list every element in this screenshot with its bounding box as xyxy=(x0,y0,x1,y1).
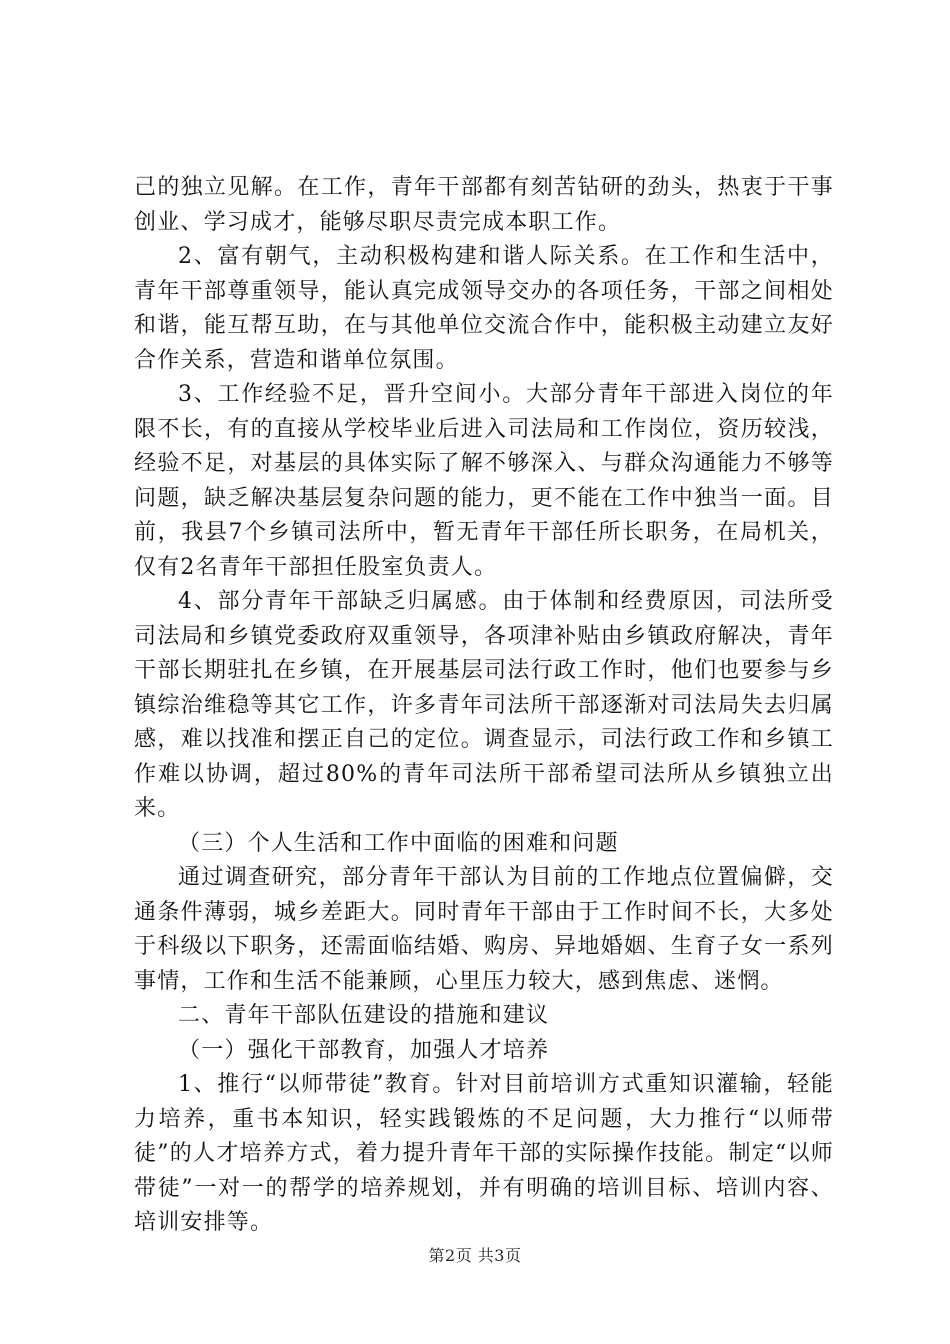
paragraph-mentorship: 1、推行“以师带徒”教育。针对目前培训方式重知识灌输，轻能力培养，重书本知识，轻实践锻炼的不足问题，大力推行“以师带徒”的人才培养方式，着力提升青年干部的实际操作技能。制定“以师带徒”一对一的帮学的培养规划，并有明确的培训目标、培训内容、培训安排等。 xyxy=(134,1072,834,1235)
page-number-footer: 第2页 共3页 xyxy=(428,1246,522,1265)
subsection-heading-1: （一）强化干部教育，加强人才培养 xyxy=(178,1037,550,1063)
paragraph-item-3: 3、工作经验不足，晋升空间小。大部分青年干部进入岗位的年限不长，有的直接从学校毕业后进入司法局和工作岗位，资历较浅，经验不足，对基层的具体实际了解不够深入、与群众沟通能力不够等问题，缺乏解决基层复杂问题的能力，更不能在工作中独当一面。目前，我县7个乡镇司法所中，暂无青年干部任所长职务，在局机关，仅有2名青年干部担任股室负责人。 xyxy=(134,382,834,580)
paragraph-difficulties: 通过调查研究，部分青年干部认为目前的工作地点位置偏僻，交通条件薄弱，城乡差距大。同时青年干部由于工作时间不长，大多处于科级以下职务，还需面临结婚、购房、异地婚姻、生育子女一系列事情，工作和生活不能兼顾，心里压力较大，感到焦虑、迷惘。 xyxy=(134,865,834,994)
paragraph-item-2: 2、富有朝气，主动积极构建和谐人际关系。在工作和生活中，青年干部尊重领导，能认真完成领导交办的各项任务，干部之间相处和谐，能互帮互助，在与其他单位交流合作中，能积极主动建立友好合作关系，营造和谐单位氛围。 xyxy=(134,244,834,373)
document-body xyxy=(134,171,834,1241)
paragraph-continuation: 己的独立见解。在工作，青年干部都有刻苦钻研的劲头，热衷于干事创业、学习成才，能够尽职尽责完成本职工作。 xyxy=(134,175,834,235)
section-heading-3: （三）个人生活和工作中面临的困难和问题 xyxy=(178,830,619,856)
paragraph-item-4: 4、部分青年干部缺乏归属感。由于体制和经费原因，司法所受司法局和乡镇党委政府双重领导，各项津补贴由乡镇政府解决，青年干部长期驻扎在乡镇，在开展基层司法行政工作时，他们也要参与乡镇综治维稳等其它工作，许多青年司法所干部逐渐对司法局失去归属感，难以找准和摆正自己的定位。调查显示，司法行政工作和乡镇工作难以协调，超过80%的青年司法所干部希望司法所从乡镇独立出来。 xyxy=(134,589,834,821)
section-heading-measures: 二、青年干部队伍建设的措施和建议 xyxy=(178,1003,550,1028)
